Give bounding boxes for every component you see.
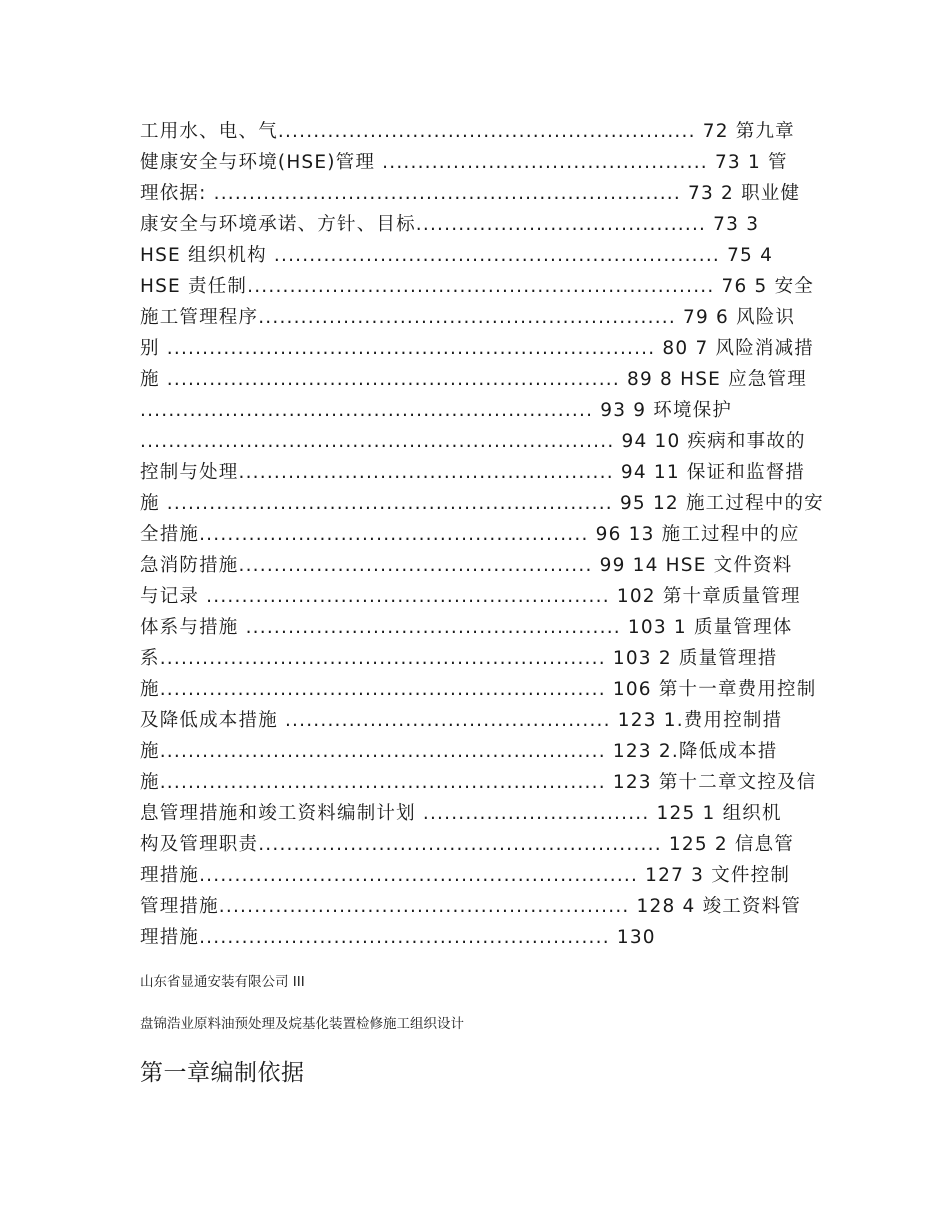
toc-line: 与记录 ......................................................... 102 第十章质量管理 xyxy=(140,586,801,607)
toc-line: 施 ............................................................... 95 12 施工过程中的安 xyxy=(140,493,824,514)
toc-line: 施工管理程序........................................................... 79 6 风险识 xyxy=(140,307,796,328)
page-footer: 山东省显通安装有限公司 III xyxy=(140,974,305,990)
toc-line: 理依据: .................................................................. 73 2 职业健 xyxy=(140,183,801,204)
toc-line: 理措施.............................................................. 127 3 文件控制 xyxy=(140,865,791,886)
toc-line: 施............................................................... 123 第十二章文控及信 xyxy=(140,772,817,793)
toc-line: 康安全与环境承诺、方针、目标......................................... 73 3 xyxy=(140,214,760,235)
chapter-heading: 第一章编制依据 xyxy=(140,1060,305,1086)
toc-line: 构及管理职责......................................................... 125 2 信息管 xyxy=(140,834,795,855)
toc-line: 管理措施.......................................................... 128 4 竣工资料管 xyxy=(140,896,802,917)
running-title: 盘锦浩业原料油预处理及烷基化装置检修施工组织设计 xyxy=(140,1016,464,1032)
toc-line: ................................................................ 93 9 环境保护 xyxy=(140,400,733,421)
toc-line: 别 ..................................................................... 80 7 风险消减措 xyxy=(140,338,814,359)
toc-line: 理措施.......................................................... 130 xyxy=(140,927,656,948)
toc-line: HSE 责任制.................................................................. 76 5 安全 xyxy=(140,276,814,297)
toc-line: 及降低成本措施 .............................................. 123 1.费用控制措 xyxy=(140,710,783,731)
toc-line: 系............................................................... 103 2 质量管理措 xyxy=(140,648,778,669)
table-of-contents xyxy=(140,116,830,953)
toc-line: 施 ................................................................ 89 8 HSE 应急管理 xyxy=(140,369,807,390)
toc-line: 控制与处理..................................................... 94 11 保证和监督措 xyxy=(140,462,806,483)
toc-line: HSE 组织机构 ............................................................... 75 4 xyxy=(140,245,774,266)
toc-line: 施............................................................... 123 2.降低成本措 xyxy=(140,741,778,762)
toc-line: 息管理措施和竣工资料编制计划 ................................ 125 1 组织机 xyxy=(140,803,782,824)
toc-line: 急消防措施.................................................. 99 14 HSE 文件资料 xyxy=(140,555,793,576)
toc-line: 全措施....................................................... 96 13 施工过程中的应 xyxy=(140,524,800,545)
toc-line: 施............................................................... 106 第十一章费用控制 xyxy=(140,679,817,700)
toc-line: ................................................................... 94 10 疾病和事故的 xyxy=(140,431,806,452)
toc-line: 体系与措施 ..................................................... 103 1 质量管理体 xyxy=(140,617,793,638)
toc-line: 健康安全与环境(HSE)管理 .............................................. 73 1 管 xyxy=(140,152,788,173)
toc-line: 工用水、电、气........................................................... 72 第九章 xyxy=(140,121,795,142)
